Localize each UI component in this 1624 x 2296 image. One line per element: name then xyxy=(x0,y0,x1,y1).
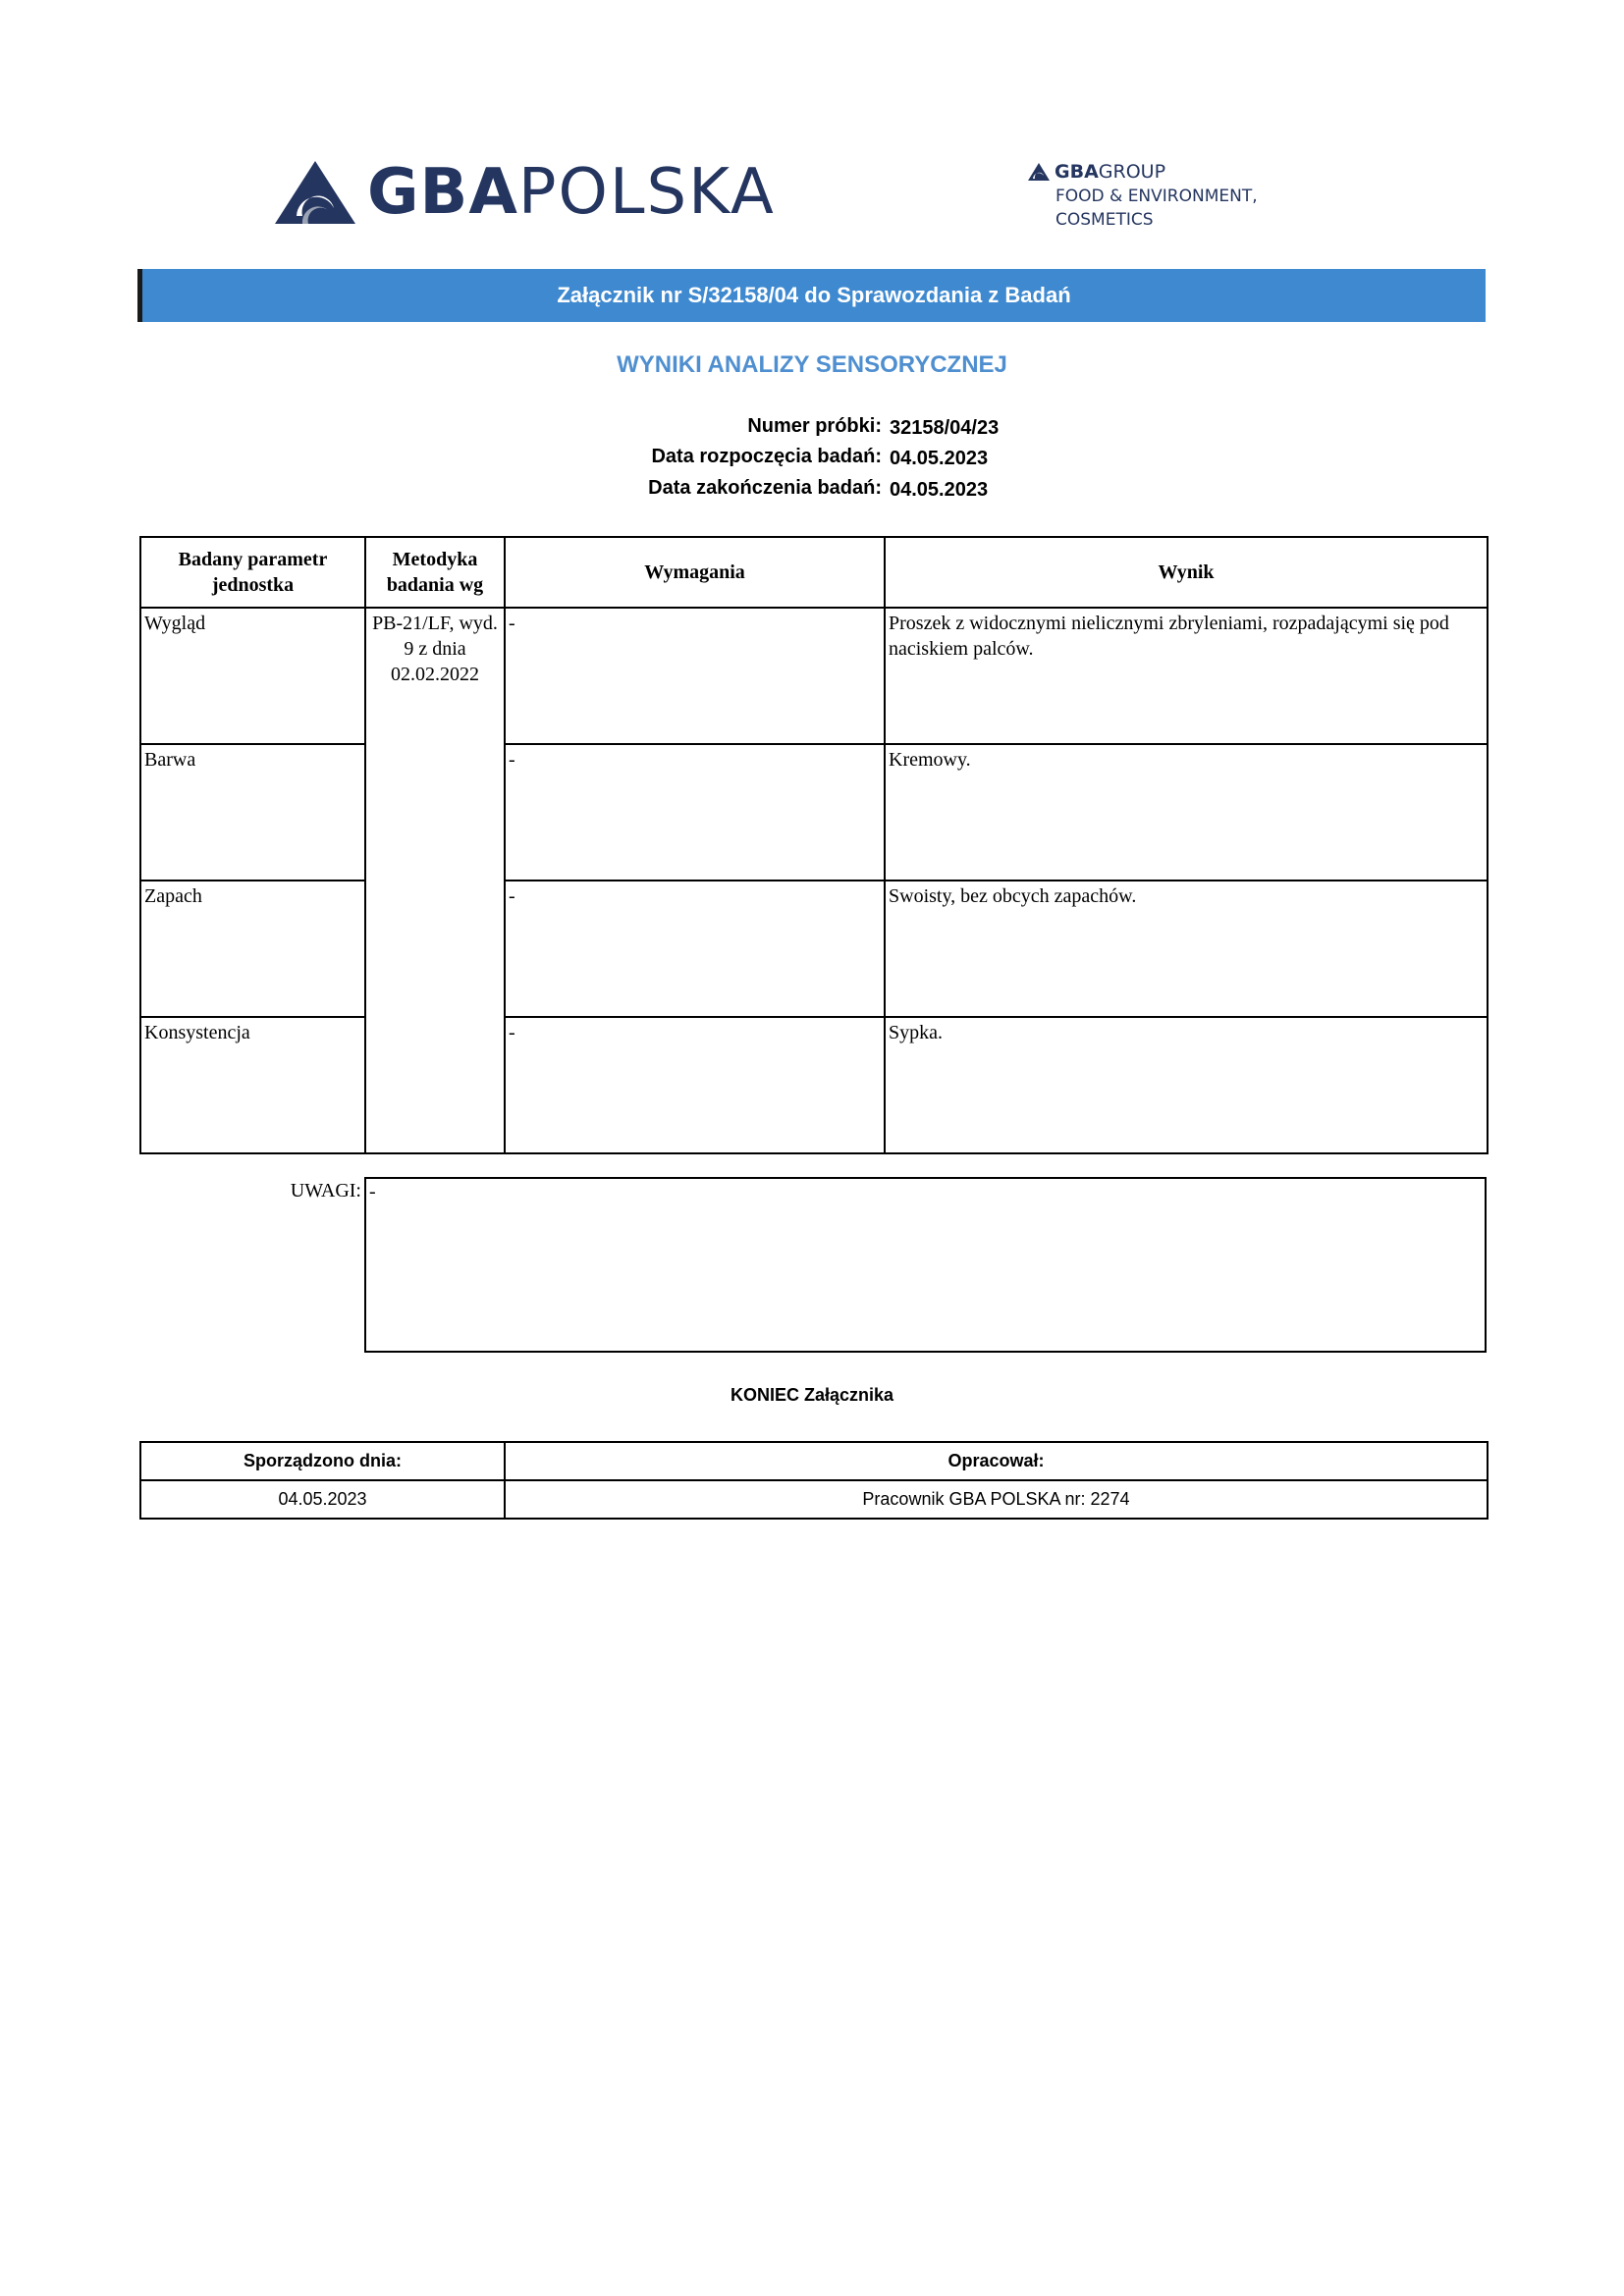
prepared-by-value: Pracownik GBA POLSKA nr: 2274 xyxy=(505,1480,1488,1519)
gba-polska-logo xyxy=(273,155,776,230)
cell-result: Kremowy. xyxy=(885,744,1488,881)
header-method: Metodyka badania wg xyxy=(365,537,505,608)
header-parameter: Badany parametr jednostka xyxy=(140,537,365,608)
footer-value-row xyxy=(140,1480,1488,1519)
header-result: Wynik xyxy=(885,537,1488,608)
table-row xyxy=(140,881,1488,1017)
prepared-on-value: 04.05.2023 xyxy=(140,1480,505,1519)
remarks-label: UWAGI: xyxy=(290,1180,361,1201)
footer-header-row xyxy=(140,1442,1488,1480)
cell-method: PB-21/LF, wyd. 9 z dnia 02.02.2022 xyxy=(365,608,505,1153)
meta-label: Numer próbki: xyxy=(747,415,882,437)
meta-label: Data zakończenia badań: xyxy=(648,477,882,499)
meta-value: 04.05.2023 xyxy=(890,479,989,501)
results-table xyxy=(139,536,1489,1154)
group-group-text: GROUP xyxy=(1098,161,1166,183)
meta-value: 04.05.2023 xyxy=(890,448,989,469)
header-requirements: Wymagania xyxy=(505,537,885,608)
group-gba-text: GBA xyxy=(1055,161,1099,183)
meta-value: 32158/04/23 xyxy=(890,417,1000,439)
meta-end-date xyxy=(393,477,1080,507)
group-tagline-1: FOOD & ENVIRONMENT, xyxy=(1056,187,1258,206)
prepared-by-label: Opracował: xyxy=(505,1442,1488,1480)
remarks-box: - xyxy=(364,1177,1487,1353)
cell-parameter: Wygląd xyxy=(140,608,365,744)
logo-gba-text: GBA xyxy=(367,156,518,229)
gba-group-logo xyxy=(1027,159,1258,232)
cell-result: Proszek z widocznymi nielicznymi zbryleniami, rozpadającymi się pod naciskiem palców. xyxy=(885,608,1488,744)
end-of-attachment: KONIEC Załącznika xyxy=(730,1385,894,1405)
cell-parameter: Konsystencja xyxy=(140,1017,365,1153)
logo-polska-text: POLSKA xyxy=(517,156,776,229)
prepared-on-label: Sporządzono dnia: xyxy=(140,1442,505,1480)
table-row xyxy=(140,608,1488,744)
group-tagline-2: COSMETICS xyxy=(1056,210,1154,230)
attachment-banner xyxy=(137,269,1486,322)
cell-result: Swoisty, bez obcych zapachów. xyxy=(885,881,1488,1017)
table-row xyxy=(140,744,1488,881)
document-title: WYNIKI ANALIZY SENSORYCZNEJ xyxy=(617,351,1007,378)
gba-group-mountain-icon xyxy=(1027,162,1051,182)
meta-label: Data rozpoczęcia badań: xyxy=(651,446,882,467)
cell-requirements: - xyxy=(505,1017,885,1153)
cell-result: Sypka. xyxy=(885,1017,1488,1153)
table-header-row xyxy=(140,537,1488,608)
cell-requirements: - xyxy=(505,881,885,1017)
meta-start-date xyxy=(393,446,1080,475)
cell-requirements: - xyxy=(505,744,885,881)
footer-table xyxy=(139,1441,1489,1520)
table-row xyxy=(140,1017,1488,1153)
meta-sample-number xyxy=(393,415,1080,445)
attachment-banner-text: Załącznik nr S/32158/04 do Sprawozdania z Badań xyxy=(557,283,1071,307)
cell-parameter: Zapach xyxy=(140,881,365,1017)
cell-requirements: - xyxy=(505,608,885,744)
cell-parameter: Barwa xyxy=(140,744,365,881)
gba-mountain-logo-icon xyxy=(273,159,357,226)
